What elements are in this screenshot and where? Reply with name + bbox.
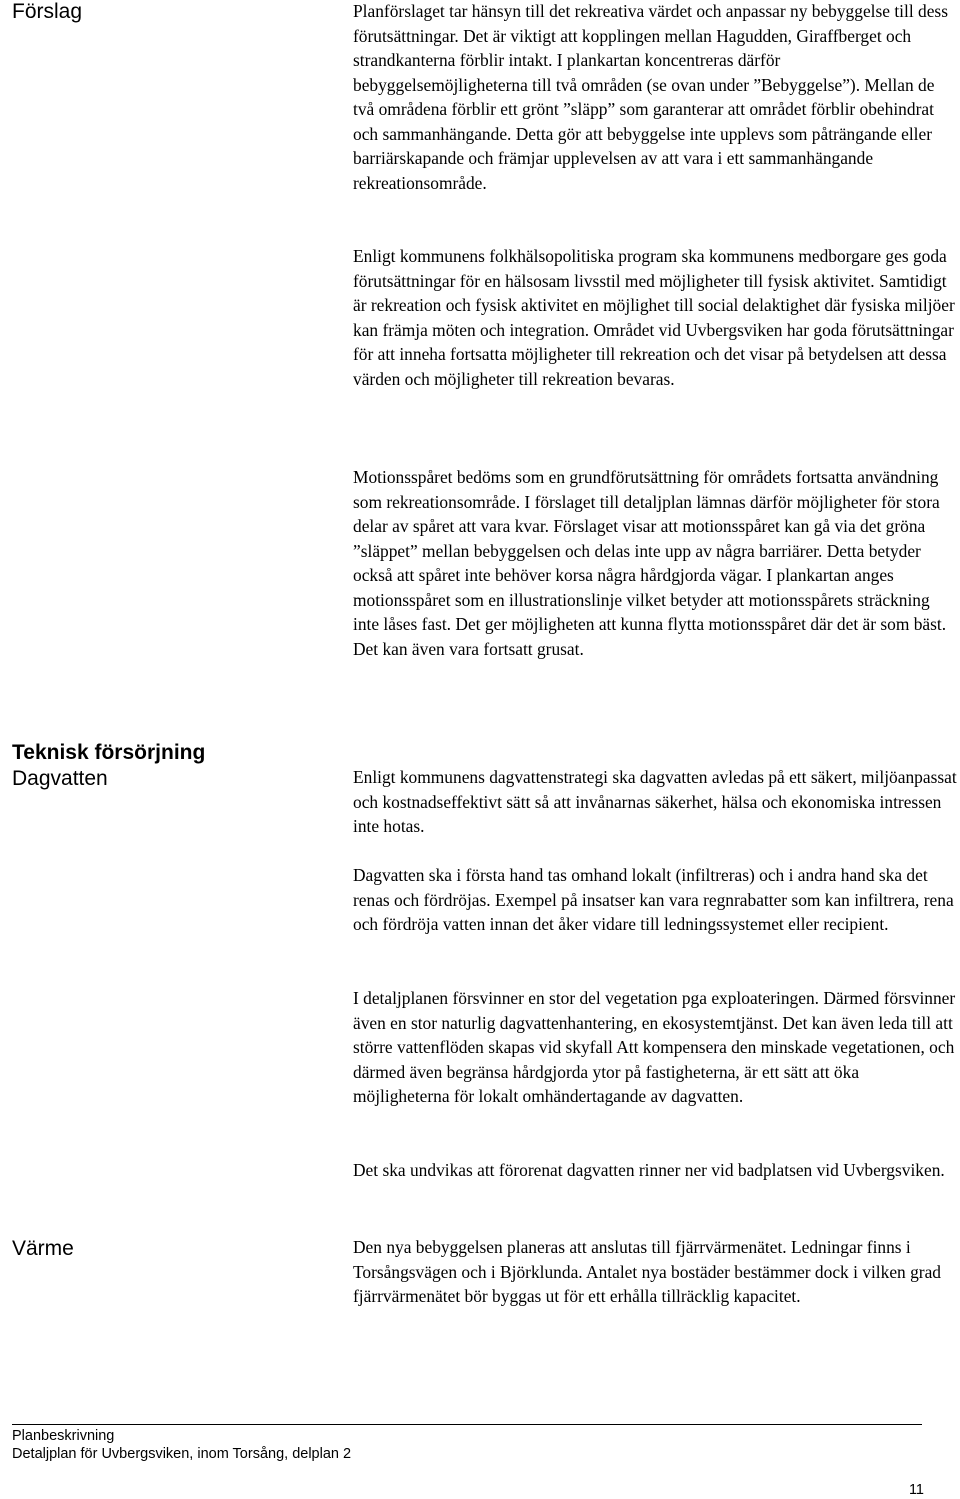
footer-document-title: Detaljplan för Uvbergsviken, inom Torsång, delplan 2 <box>12 1446 352 1462</box>
footer-divider <box>12 1424 922 1425</box>
subsection-heading-dagvatten: Dagvatten <box>12 767 108 790</box>
section-heading-forslag: Förslag <box>12 0 83 23</box>
paragraph: I detaljplanen försvinner en stor del vegetation pga exploateringen. Därmed försvinner även en stor naturlig dagvattenhantering, en ekosystemtjänst. Det kan även leda till att större vattenflöden skapas vid skyfall Att kompensera den minskade vegetationen, och därmed även begränsa hårdgjorda ytor på fastigheterna, är ett sätt att öka möjligheterna för lokalt omhändertagande av dagvatten. <box>353 988 956 1106</box>
paragraph: Det ska undvikas att förorenat dagvatten rinner ner vid badplatsen vid Uvbergsviken. <box>353 1160 945 1180</box>
paragraph: Planförslaget tar hänsyn till det rekreativa värdet och anpassar ny bebyggelse till dess förutsättningar. Det är viktigt att kopplingen mellan Hagudden, Giraffberget och strandkanterna förblir intakt. I plankartan koncentreras därför bebyggelsemöjligheterna till två områden (se ovan under ”Bebyggelse”). Mellan de två områdena förblir ett grönt ”släpp” som garanterar att området förblir obehindrat och sammanhängande. Detta gör att bebyggelse inte upplevs som påträngande eller barriärskapande och främjar upplevelsen av att vara i ett sammanhängande rekreationsområde. <box>353 1 948 193</box>
section-heading-teknisk-forsorjning: Teknisk försörjning <box>12 741 206 764</box>
paragraph: Dagvatten ska i första hand tas omhand lokalt (infiltreras) och i andra hand ska det renas och fördröjas. Exempel på insatser kan vara regnrabatter som kan infiltrera, rena och fördröja vatten innan det åker vidare till ledningssystemet eller recipient. <box>353 865 954 934</box>
paragraph: Enligt kommunens dagvattenstrategi ska dagvatten avledas på ett säkert, miljöanpassat och kostnadseffektivt sätt så att invånarnas säkerhet, hälsa och ekonomiska intressen inte hotas. <box>353 767 957 836</box>
paragraph: Den nya bebyggelsen planeras att anslutas till fjärrvärmenätet. Ledningar finns i Torsångsvägen och i Björklunda. Antalet nya bostäder bestämmer dock i vilken grad fjärrvärmenätet bör byggas ut för ett erhålla tillräcklig kapacitet. <box>353 1237 941 1306</box>
page-number: 11 <box>908 1482 924 1498</box>
paragraph: Enligt kommunens folkhälsopolitiska program ska kommunens medborgare ges goda förutsättningar för en hälsosam livsstil med möjligheter till fysisk aktivitet. Samtidigt är rekreation och fysisk aktivitet en möjlighet till social delaktighet där fysiska miljöer kan främja möten och integration. Området vid Uvbergsviken har goda förutsättningar för att inneha fortsatta möjligheter till rekreation och det visar på betydelsen att dessa värden och möjligheter till rekreation bevaras. <box>353 246 955 389</box>
footer-document-type: Planbeskrivning <box>12 1428 115 1444</box>
subsection-heading-varme: Värme <box>12 1237 74 1260</box>
paragraph: Motionsspåret bedöms som en grundförutsättning för områdets fortsatta användning som rekreationsområde. I förslaget till detaljplan lämnas därför möjligheter för stora delar av spåret att vara kvar. Förslaget visar att motionsspåret kan gå via det gröna ”släppet” mellan bebyggelsen och delas inte upp av några barriärer. Detta betyder också att spåret inte behöver korsa några hårdgjorda vägar. I plankartan anges motionsspåret som en illustrationslinje vilket betyder att motionsspårets sträckning inte låses fast. Det ger möjligheten att kunna flytta motionsspåret där det är som bäst. Det kan även vara fortsatt grusat. <box>353 467 947 659</box>
